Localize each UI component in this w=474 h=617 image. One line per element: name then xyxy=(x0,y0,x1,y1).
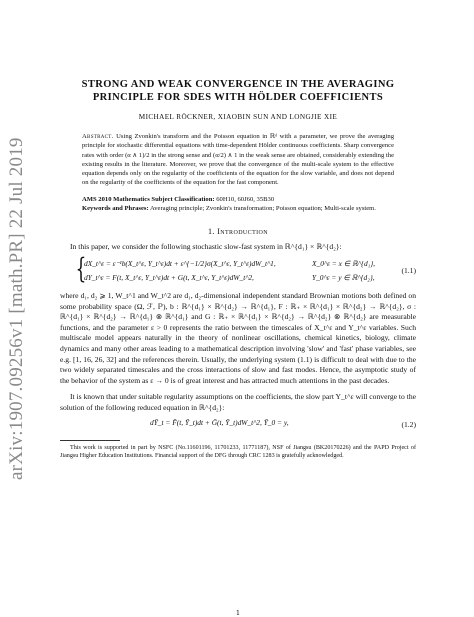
abstract-label: Abstract. xyxy=(82,133,114,140)
title-line-1: STRONG AND WEAK CONVERGENCE IN THE AVERAGING xyxy=(81,79,395,90)
arxiv-stamp-text: arXiv:1907.09256v1 [math.PR] 22 Jul 2019 xyxy=(6,137,27,480)
equation-1-1-line-1: dX_t^ε = ε⁻¹b(X_t^ε, Y_t^ε)dt + ε^{−1/2}σ(X_t^ε, Y_t^ε)dW_t^1, xyxy=(84,258,276,268)
intro-paragraph-1: In this paper, we consider the following stochastic slow-fast system in ℝ^{d₁} × ℝ^{d₂}: xyxy=(70,242,342,252)
equation-number-1-2: (1.2) xyxy=(401,419,416,429)
intro-body xyxy=(60,242,416,460)
equation-number-1-1: (1.1) xyxy=(401,265,416,275)
equation-1-1-initial-y: Y_0^ε = y ∈ ℝ^{d₂}, xyxy=(312,272,375,282)
keywords-value: Averaging principle; Zvonkin's transformation; Poisson equation; Multi-scale system. xyxy=(149,205,376,213)
abstract xyxy=(82,132,394,188)
ams-label: AMS 2010 Mathematics Subject Classification: xyxy=(82,195,215,203)
equation-1-1-line-2: dY_t^ε = F(t, X_t^ε, Y_t^ε)dt + G(t, X_t^ε, Y_t^ε)dW_t^2, xyxy=(84,272,254,282)
page-number: 1 xyxy=(235,609,241,617)
paper-title xyxy=(60,78,416,104)
keywords-label: Keywords and Phrases: xyxy=(82,205,149,213)
intro-paragraph-3: It is known that under suitable regularity assumptions on the coefficients, the slow part Y_t^ε will converge to the solution of the following reduced equation in ℝ^{d₂}: xyxy=(60,392,416,412)
arxiv-identifier-stamp xyxy=(4,137,27,480)
ams-value: 60H10, 60J60, 35B30 xyxy=(216,195,275,203)
footnote-rule xyxy=(60,440,120,441)
equation-1-1-initial-x: X_0^ε = x ∈ ℝ^{d₁}, xyxy=(312,258,376,268)
equation-1-1 xyxy=(60,251,416,285)
title-line-2: PRINCIPLE FOR SDES WITH HÖLDER COEFFICIENTS xyxy=(92,92,384,103)
equation-1-2 xyxy=(60,418,416,432)
abstract-text: Using Zvonkin's transform and the Poisson equation in ℝᵈ with a parameter, we prove the averaging principle for stochastic differential equations with time-dependent Hölder continuous coefficients. Sharp convergence rates with order (α ∧ 1)/2 in the strong sense and (α/2) ∧ 1 in the weak sense are obtained, considerably extending the existing results in the literature. Moreover, we prove that the convergence of the multi-scale system to the effective equation depends only on the regularity of the coefficients of the equation for the slow variable, and does not depend on the regularity of the coefficients of the equation for the fast component. xyxy=(82,133,395,187)
funding-footnote: This work is supported in part by NSFC (No.11601196, 11701233, 11771187), NSF of Jiangsu (BK20170226) and the PAPD Project of Jiangsu Higher Education Institutions. Financial support of the DFG through CRC 1283 is gratefully acknowledged. xyxy=(60,444,416,459)
subject-classification xyxy=(82,195,394,214)
equation-brace: { xyxy=(75,251,87,285)
author-list: MICHAEL RÖCKNER, XIAOBIN SUN AND LONGJIE XIE xyxy=(138,113,338,121)
intro-paragraph-2: where d₁, d₂ ⩾ 1, W_t^1 and W_t^2 are d₁, d₂-dimensional independent standard Brownian motions both defined on some probability space (Ω, ℱ, ℙ), b : ℝ^{d₁} × ℝ^{d₂} → ℝ^{d₁}, F : ℝ₊ × ℝ^{d₁} × ℝ^{d₂} → ℝ^{d₂}, σ : ℝ^{d₁} × ℝ^{d₂} → ℝ^{d₁} ⊗ ℝ^{d₁} and G : ℝ₊ × ℝ^{d₁} × ℝ^{d₂} → ℝ^{d₂} ⊗ ℝ^{d₂} are measurable functions, and the parameter ε > 0 represents the ratio between the timescales of X_t^ε and Y_t^ε variables. Such multiscale model appears naturally in the theory of nonlinear oscillations, chemical kinetics, biology, climate dynamics and many other areas leading to a mathematical description involving 'slow' and 'fast' phase variables, see e.g. [1, 16, 26, 32] and the references therein. Usually, the underlying system (1.1) is difficult to deal with due to the two widely separated timescales and the cross interactions of slow and fast modes. Hence, the asymptotic study of the behavior of the system as ε → 0 is of great interest and has attracted much attentions in the past decades. xyxy=(60,290,416,385)
equation-1-2-body: dȲ_t = F̄(t, Ȳ_t)dt + Ḡ(t, Ȳ_t)dW_t^2, Ȳ_0 = y, xyxy=(150,417,289,427)
paper-page xyxy=(60,78,416,617)
section-heading: 1. Introduction xyxy=(208,227,268,237)
